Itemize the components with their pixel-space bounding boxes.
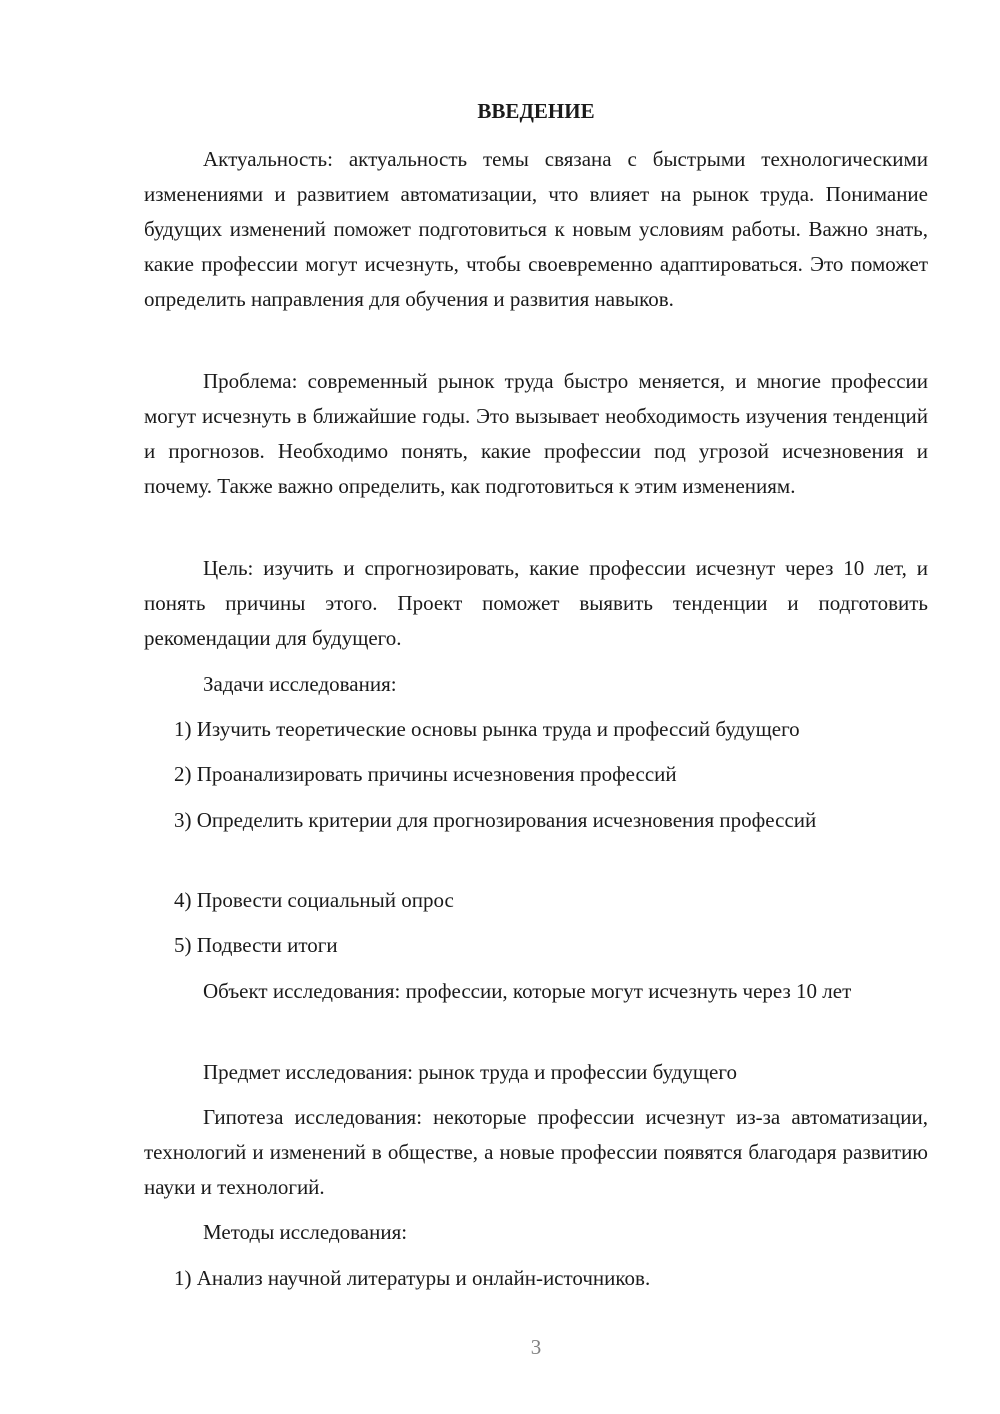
- task-item-2: 2) Проанализировать причины исчезновения профессий: [174, 762, 677, 786]
- task-item-5: 5) Подвести итоги: [174, 933, 338, 957]
- object-paragraph: Объект исследования: профессии, которые могут исчезнуть через 10 лет: [203, 979, 852, 1003]
- tasks-heading: Задачи исследования:: [203, 672, 397, 696]
- page-number: 3: [530, 1335, 542, 1359]
- goal-paragraph: Цель: изучить и спрогнозировать, какие профессии исчезнут через 10 лет, и понять причины этого. Проект поможет выявить тенденции и подготовить рекомендации для будущего.: [144, 556, 928, 650]
- section-title: ВВЕДЕНИЕ: [477, 99, 595, 123]
- document-page: [144, 0, 928, 1414]
- task-item-3: 3) Определить критерии для прогнозирования исчезновения профессий: [174, 808, 817, 832]
- hypothesis-paragraph: Гипотеза исследования: некоторые профессии исчезнут из-за автоматизации, технологий и изменений в обществе, а новые профессии появятся благодаря развитию науки и технологий.: [144, 1105, 928, 1199]
- subject-paragraph: Предмет исследования: рынок труда и профессии будущего: [203, 1060, 737, 1084]
- task-item-4: 4) Провести социальный опрос: [174, 888, 454, 912]
- problem-paragraph: Проблема: современный рынок труда быстро меняется, и многие профессии могут исчезнуть в ближайшие годы. Это вызывает необходимость изучения тенденций и прогнозов. Необходимо понять, какие профессии под угрозой исчезновения и почему. Также важно определить, как подготовиться к этим изменениям.: [144, 369, 928, 498]
- relevance-paragraph: Актуальность: актуальность темы связана с быстрыми технологическими изменениями и развитием автоматизации, что влияет на рынок труда. Понимание будущих изменений поможет подготовиться к новым условиям работы. Важно знать, какие профессии могут исчезнуть, чтобы своевременно адаптироваться. Это поможет определить направления для обучения и развития навыков.: [144, 147, 928, 311]
- methods-heading: Методы исследования:: [203, 1220, 408, 1244]
- method-item-1: 1) Анализ научной литературы и онлайн-источников.: [174, 1266, 651, 1290]
- task-item-1: 1) Изучить теоретические основы рынка труда и профессий будущего: [174, 717, 800, 741]
